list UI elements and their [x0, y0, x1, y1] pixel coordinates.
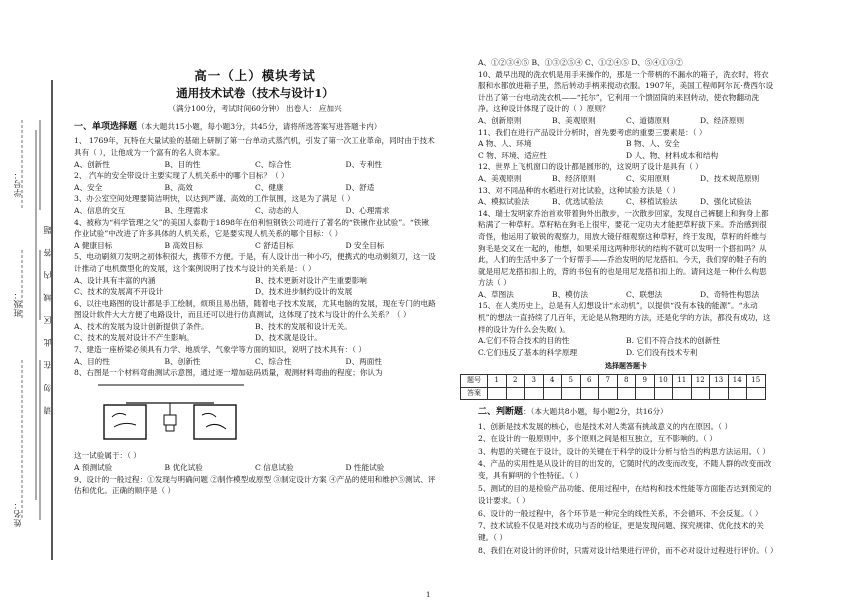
option: D 人、物、材料成本和结构 — [626, 150, 719, 160]
options-row — [74, 321, 436, 344]
option: C、联想法 — [626, 289, 663, 299]
option: A 物、人、环境 — [478, 139, 532, 149]
answer-card-number: 15 — [747, 375, 766, 388]
option: D、奇特性构思法 — [700, 289, 760, 299]
answer-card-cell[interactable] — [747, 387, 766, 400]
option: D、两面性 — [345, 356, 382, 366]
option: D 安全目标 — [345, 240, 385, 250]
question-text: 1、 1769年，瓦特在大量试验的基础上研制了第一台单动式蒸汽机，引发了第一次工业革命，同时由于技术具有（ ），让他成为一个富有的名人资本家。 — [74, 136, 435, 157]
answer-card-number: 1 — [488, 375, 507, 388]
name-label: 姓名： — [13, 500, 22, 527]
answer-card-number: 2 — [506, 375, 525, 388]
question-text: 2、 汽车的安全带设计主要实现了人机关系中的哪个目标？（ ） — [74, 171, 289, 181]
option: A、美观原则 — [478, 173, 522, 183]
option: C、道德原则 — [626, 115, 670, 125]
option: D、经济原则 — [700, 115, 745, 125]
answer-card-cell[interactable] — [728, 387, 747, 400]
judge-item: 1、创新是技术发展的核心，也是技术对人类富有挑战意义的内在原因。（ ） — [478, 421, 733, 431]
judge-item: 3、构思的关键在于设计，设计的关键在于科学的设计分析与恰当的构思方法运用。（ ） — [478, 446, 771, 456]
answer-card-number: 6 — [580, 375, 599, 388]
option: B. 它们不符合技术的创新性 — [626, 336, 720, 346]
judge-item: 6、设计的一般过程中，各个环节是一种完全的线性关系，不会循环、不会反复。（ ） — [478, 508, 763, 518]
binding-margin — [0, 0, 70, 608]
option: C.它们违反了基本的科学原理 — [478, 347, 578, 357]
class-label: 班级： — [13, 290, 22, 317]
answer-card-cell[interactable] — [673, 387, 692, 400]
answer-card-cell[interactable] — [599, 387, 618, 400]
left-column — [74, 0, 436, 497]
section2-note: ：（本大题共8小题，每小题2分，共16分） — [523, 407, 668, 417]
question-text: 3、办公室空间处理要简洁明快，以达到严谨、高效的工作氛围，这是为了满足（ ） — [74, 194, 355, 204]
section2-title: 二、判断题 — [478, 407, 524, 418]
question-text: 6、以往电路图的设计都是手工绘制，烦琐且易出错，随着电子技术发展，尤其电脑的发展，现在专门的电路图设计软件大大方便了电路设计，而且还可以进行仿真测试，这体现了技术与设计的什么关系？（ ） — [74, 298, 436, 320]
answer-card-cell[interactable] — [525, 387, 544, 400]
option: D 性能试验 — [345, 463, 385, 473]
judge-item: 2、在设计的一般原则中，多个原则之间是相互独立，互不影响的。（ ） — [478, 434, 717, 444]
option: B、生理需求 — [164, 205, 209, 215]
question-text: 13、对不同品种的水稻进行对比试验，这种试验方法是（ ） — [478, 185, 680, 195]
option: C、综合性 — [255, 159, 292, 169]
question-text: 10、最早出现的洗衣机是用手来操作的，那是一个带柄的不漏水的箱子，洗衣时，将衣服和水都放进箱子里，然后转动手柄来搅动衣服。1907年，美国工程师阿尔瓦·费西尔设计出了第一台电动洗衣机——“托尔”，它利用一个馈固筒的来回转动，使衣物翻动洗净。这种设计体现了设计的（ ）原则？ — [478, 69, 774, 114]
option: A、模拟试验法 — [478, 197, 530, 207]
option: B、美观原则 — [552, 115, 596, 125]
answer-card-cell[interactable] — [617, 387, 636, 400]
options-row — [74, 462, 436, 474]
answer-card-number: 7 — [599, 375, 618, 388]
option: B、优选试验法 — [552, 197, 604, 207]
option: D、心理需求 — [345, 205, 390, 215]
question-list-right — [478, 57, 774, 358]
option: A、技术的发展为设计创新提供了条件。 — [74, 321, 209, 331]
answer-card-answer-label: 答案 — [461, 387, 488, 400]
judge-item: 8、我们在对设计的评价时，只需对设计结果进行评价，而不必对设计过程进行评价。（ ） — [478, 545, 778, 555]
option: B、模仿法 — [552, 289, 588, 299]
option: B、目的性 — [164, 159, 201, 169]
answer-card-number: 4 — [543, 375, 562, 388]
answer-card-number: 14 — [728, 375, 747, 388]
options-row — [478, 335, 774, 358]
judge-item: 4、产品的实用性是从设计的目的出发的，它随时代的改变而改变，不随人群的改变而改变，具有鲜明的个性特征。（ ） — [478, 459, 772, 481]
option: B、技术更新对设计产生重要影响 — [255, 275, 367, 285]
option: B、创新性 — [164, 356, 201, 366]
options-row — [74, 275, 436, 298]
option: B、经济原则 — [552, 173, 596, 183]
seal-warning: 请 勿 在 此 区 域 内 答 题 — [43, 220, 52, 415]
option: B、高效 — [164, 182, 193, 192]
question-list — [74, 135, 436, 496]
page-number: 1 — [426, 591, 431, 599]
binding-lines — [0, 0, 70, 608]
option: C 物、环境、适应性 — [478, 150, 547, 160]
answer-card-table — [460, 374, 766, 400]
answer-card-cell[interactable] — [710, 387, 729, 400]
section1-title: 一、单项选择题 — [74, 121, 138, 132]
question-text: 14、瑞士发明家乔治首欢带着狗外出散步，一次散步回家，发现自己裤腿上和狗身上都粘满了一种草籽。草籽粘在狗毛上很牢，要花一定功夫才能把草籽拔下来。乔治感到很奇怪，他运用了敏锐的观察力，用放大镜仔细观察这种草籽，终于发现，草籽的纤维与狗毛是交叉在一起的，他想，如果采用这两种形状的结构不就可以发明一个搭扣吗？从此，人们的生活中多了一个好帮手——乔治发明的尼龙搭扣。今天，我们穿的鞋子有的就是用尼龙搭扣扣上的，背的书包有的也是用尼龙搭扣扣上的。请问这是一种什么构思方法（ ） — [478, 208, 769, 288]
question-text: 8、右图是一个材料弯曲测试示意图，通过逐一增加砝码质量，观测材料弯曲的程度；你认为 — [74, 368, 383, 378]
judge-list — [478, 421, 778, 557]
option: A、设计具有丰富的内涵 — [74, 275, 156, 285]
option: D、技术规范原则 — [700, 173, 760, 183]
option: A.它们不符合技术的目的性 — [478, 336, 570, 346]
exam-subtitle: 通用技术试卷（技术与设计1） — [176, 85, 334, 100]
answer-card-cell[interactable] — [636, 387, 655, 400]
right-column — [467, 57, 778, 557]
answer-card-cell[interactable] — [488, 387, 507, 400]
option: D、舒适 — [345, 182, 375, 192]
answer-card-cell[interactable] — [691, 387, 710, 400]
question-text: 4、被称为“科学管理之父”的美国人泰勒于1898年在伯利恒钢铁公司进行了著名的“铁锹作业试验”。“铁锹作业试验”中改进了许多具体的人机关系，它是要实现人机关系的哪个目标：（ ） — [74, 217, 429, 239]
option: D、技术进步制约设计的发展 — [255, 287, 353, 297]
option: A、草图法 — [478, 289, 514, 299]
options-row — [74, 240, 436, 252]
options-row — [74, 205, 436, 217]
option: D、专利性 — [345, 159, 382, 169]
options-row — [478, 115, 774, 127]
option: D、技术就是设计。 — [255, 333, 322, 343]
option: C、技术的发展离不开设计 — [74, 287, 164, 297]
option: A 预测试验 — [74, 463, 113, 473]
question-text-after: 这一试验属于：（ ） — [74, 451, 141, 461]
option: D、强化试验法 — [700, 197, 752, 207]
question-text: 5、电动刷须刀发明之初体积很大，携带不方便。于是，有人设计出一种小巧，便携式的电动剃须刀，这一设计推动了电机微型化的发展，这个案例说明了技术与设计的关系是：（ ） — [74, 252, 436, 273]
student-id-label: 学号： — [13, 170, 22, 197]
option: B 物、人、安全 — [626, 139, 680, 149]
options-row — [74, 159, 436, 171]
option: D. 它们没有技术专利 — [626, 347, 698, 357]
answer-card-number-label: 题号 — [461, 375, 488, 388]
question-text: 12、世界上飞机窗口的设计都是圆形的，这说明了设计是具有（ ） — [478, 162, 703, 172]
answer-card-number: 8 — [617, 375, 636, 388]
answer-card-number: 3 — [525, 375, 544, 388]
option: C 舒适目标 — [255, 240, 294, 250]
option: A、安全 — [74, 182, 103, 192]
option: C、综合性 — [255, 356, 292, 366]
answer-card-cell[interactable] — [580, 387, 599, 400]
option: C 信息试验 — [255, 463, 294, 473]
section1-heading — [74, 121, 436, 134]
option: A、信息的交互 — [74, 205, 126, 215]
option: A、目的性 — [74, 356, 110, 366]
option: A、创新原则 — [478, 115, 522, 125]
answer-card-cell[interactable] — [562, 387, 581, 400]
option: C、移植试验法 — [626, 197, 678, 207]
options-row — [478, 196, 774, 208]
answer-card-number: 5 — [562, 375, 581, 388]
option: A、创新性 — [74, 159, 110, 169]
answer-card-number: 11 — [673, 375, 692, 388]
answer-card-cell[interactable] — [654, 387, 673, 400]
options-row — [74, 356, 436, 368]
answer-card-number: 13 — [710, 375, 729, 388]
answer-card-cell[interactable] — [506, 387, 525, 400]
question-text: 9、设计的一般过程：①发现与明确问题 ②制作模型或原型 ③制定设计方案 ④产品的使用和维护⑤测试、评估和优化。正确的顺序是（ ） — [74, 474, 436, 496]
options-row — [478, 173, 774, 185]
bending-test-diagram — [96, 383, 436, 449]
section1-note: （本大题共15小题，每小题3分，共45分，请将所选答案写进答题卡内） — [137, 121, 382, 131]
answer-card-cell[interactable] — [543, 387, 562, 400]
answer-card-number: 9 — [636, 375, 655, 388]
option: C、动态的人 — [255, 205, 299, 215]
question-text: 7、建造一座桥梁必须具有力学、地质学、气象学等方面的知识，说明了技术具有：（ ） — [74, 345, 367, 355]
answer-card-number: 10 — [654, 375, 673, 388]
option: B 优化试验 — [164, 463, 203, 473]
question-text: 15、在人类历史上，总是有人幻想设计“永动机”，以提供“没有本钱的能源”。“永动机”的想法一直持续了几百年，无论是从物理的方法，还是化学的方法，都没有成功，这样的设计为什么会失败( )。 — [478, 301, 771, 334]
option: B 高效目标 — [164, 240, 203, 250]
option: C、健康 — [255, 182, 284, 192]
exam-title: 高一（上）模块考试 — [194, 68, 316, 83]
option: A 健康目标 — [74, 240, 113, 250]
options-row — [478, 289, 774, 301]
options-row — [478, 138, 774, 161]
exam-info: （满分100分，考试时间60分钟） 出卷人： 应加兴 — [168, 104, 342, 114]
answer-card-number: 12 — [691, 375, 710, 388]
option: C、实用原则 — [626, 173, 670, 183]
option: C、技术的发展对设计不产生影响。 — [74, 333, 194, 343]
option: B、技术的发展和设计无关。 — [255, 321, 352, 331]
judge-item: 7、技术试验不仅是对技术成功与否的检证，更是发现问题、探究规律、优化技术的关键。（ ） — [478, 521, 764, 543]
answer-card-caption: 选择题答题卡 — [605, 361, 647, 371]
judge-item: 5、测试的目的是检验产品功能、使用过程中，在结构和技术性能等方面能否达到预定的设计要求。（ ） — [478, 483, 772, 506]
options-row — [74, 182, 436, 194]
question-text: 11、我们在进行产品设计分析时，首先要考虑的重要三要素是：（ ） — [478, 127, 707, 137]
section2-heading — [478, 406, 774, 419]
question-text: A、①②③④⑤ B、①③②⑤④ C、①②④⑤ D、⑤④①③② — [478, 58, 683, 67]
